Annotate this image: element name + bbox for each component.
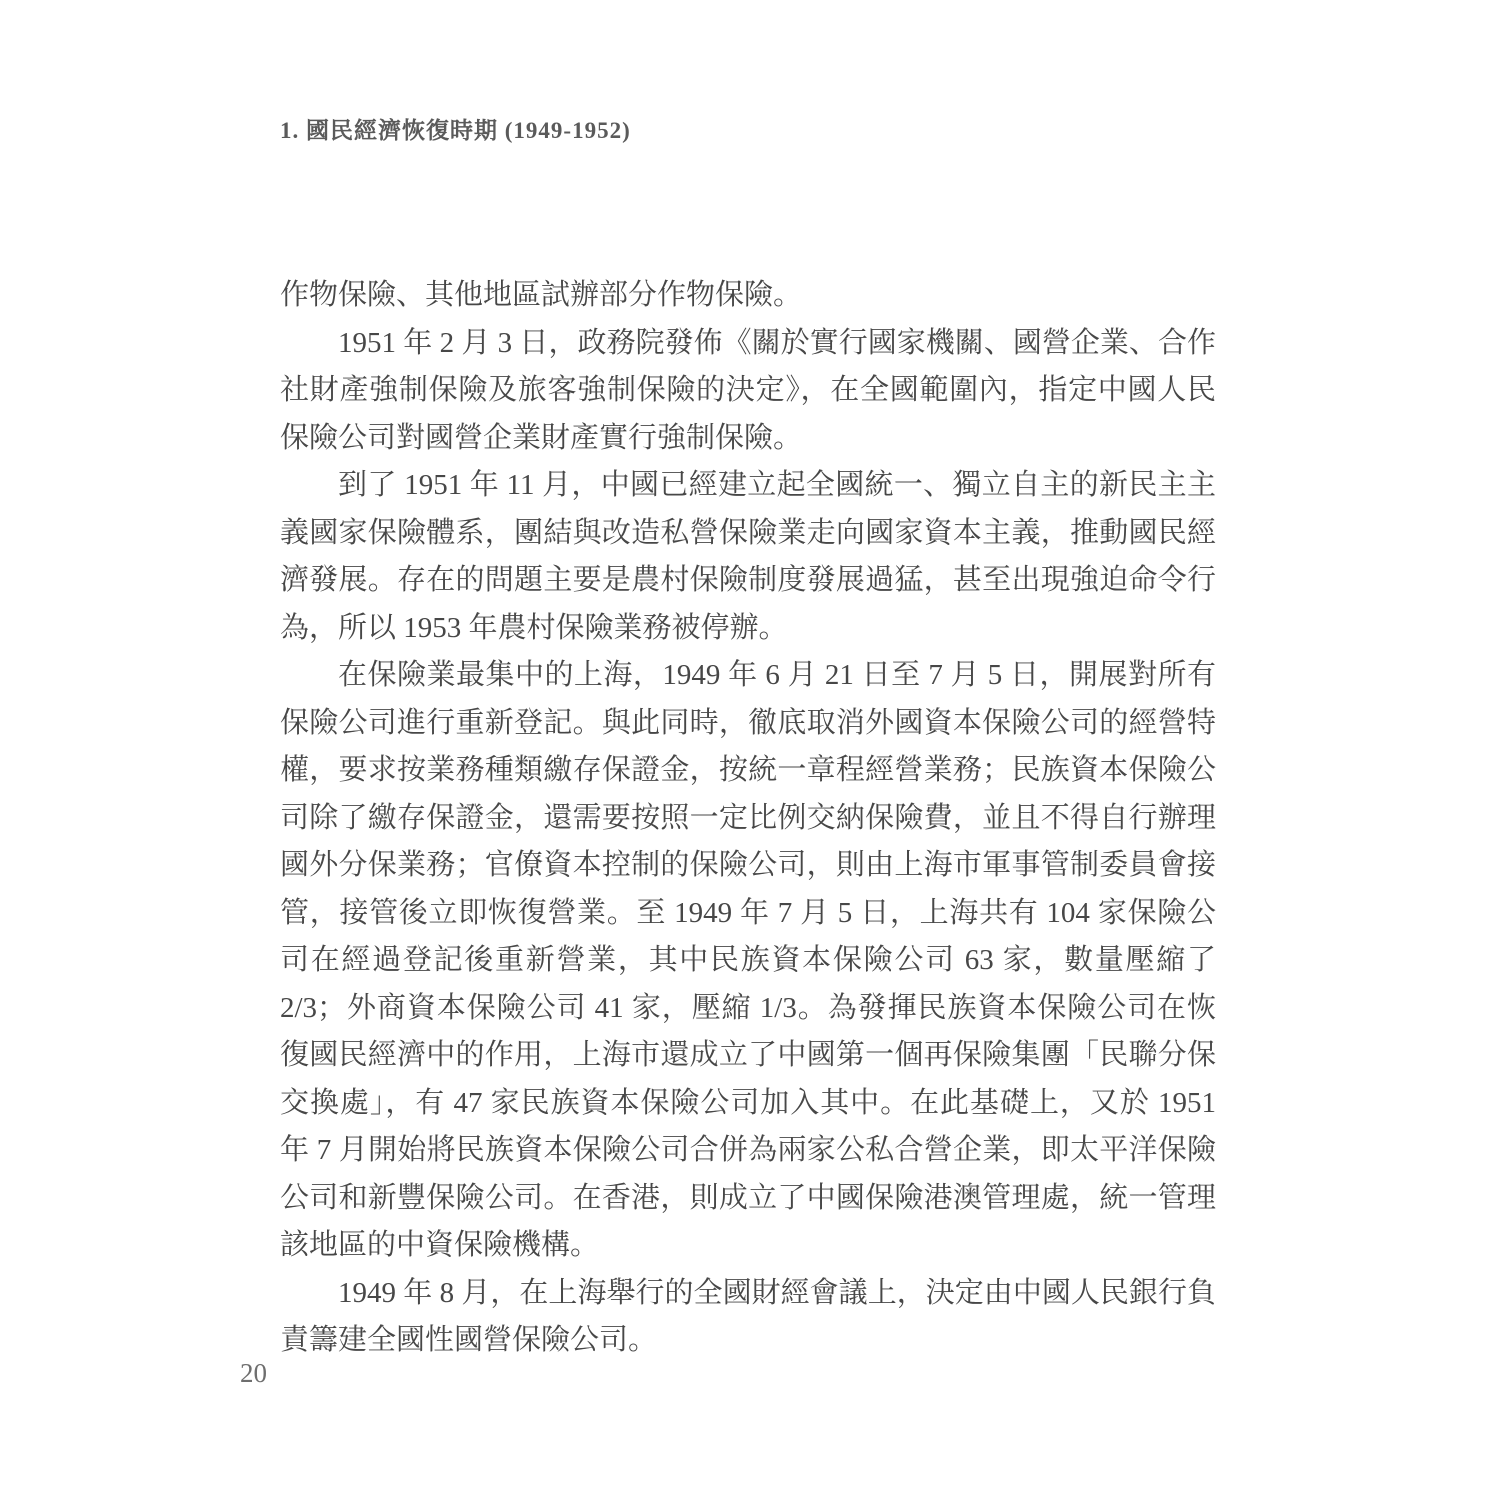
paragraph: 1949 年 8 月，在上海舉行的全國財經會議上，決定由中國人民銀行負責籌建全國性國營保險公司。 bbox=[280, 1276, 1216, 1356]
paragraph: 在保險業最集中的上海，1949 年 6 月 21 日至 7 月 5 日，開展對所有保險公司進行重新登記。與此同時，徹底取消外國資本保險公司的經營特權，要求按業務種類繳存保證金，按統一章程經營業務；民族資本保險公司除了繳存保證金，還需要按照一定比例交納保險費，並且不得自行辦理國外分保業務；官僚資本控制的保險公司，則由上海市軍事管制委員會接管，接管後立即恢復營業。至 1949 年 7 月 5 日，上海共有 104 家保險公司在經過登記後重新營業，其中民族資本保險公司 63 家，數量壓縮了 2/3；外商資本保險公司 41 家，壓縮 1/3。為發揮民族資本保險公司在恢復國民經濟中的作用，上海市還成立了中國第一個再保險集團「民聯分保交換處」，有 47 家民族資本保險公司加入其中。在此基礎上，又於 1951 年 7 月開始將民族資本保險公司合併為兩家公私合營企業，即太平洋保險公司和新豐保險公司。在香港，則成立了中國保險港澳管理處，統一管理該地區的中資保險機構。 bbox=[280, 659, 1216, 1261]
paragraph: 1951 年 2 月 3 日，政務院發佈《關於實行國家機關、國營企業、合作社財產強制保險及旅客強制保險的決定》，在全國範圍內，指定中國人民保險公司對國營企業財產實行強制保險。 bbox=[280, 326, 1216, 454]
page-number: 20 bbox=[240, 1358, 267, 1388]
chapter-header: 1. 國民經濟恢復時期 (1949-1952) bbox=[280, 118, 631, 143]
paragraph: 到了 1951 年 11 月，中國已經建立起全國統一、獨立自主的新民主主義國家保險體系，團結與改造私營保險業走向國家資本主義，推動國民經濟發展。存在的問題主要是農村保險制度發展過猛，甚至出現強迫命令行為，所以 1953 年農村保險業務被停辦。 bbox=[280, 469, 1216, 644]
paragraph-continuation: 作物保險、其他地區試辦部分作物保險。 bbox=[280, 279, 803, 311]
body-text bbox=[280, 272, 1216, 1365]
